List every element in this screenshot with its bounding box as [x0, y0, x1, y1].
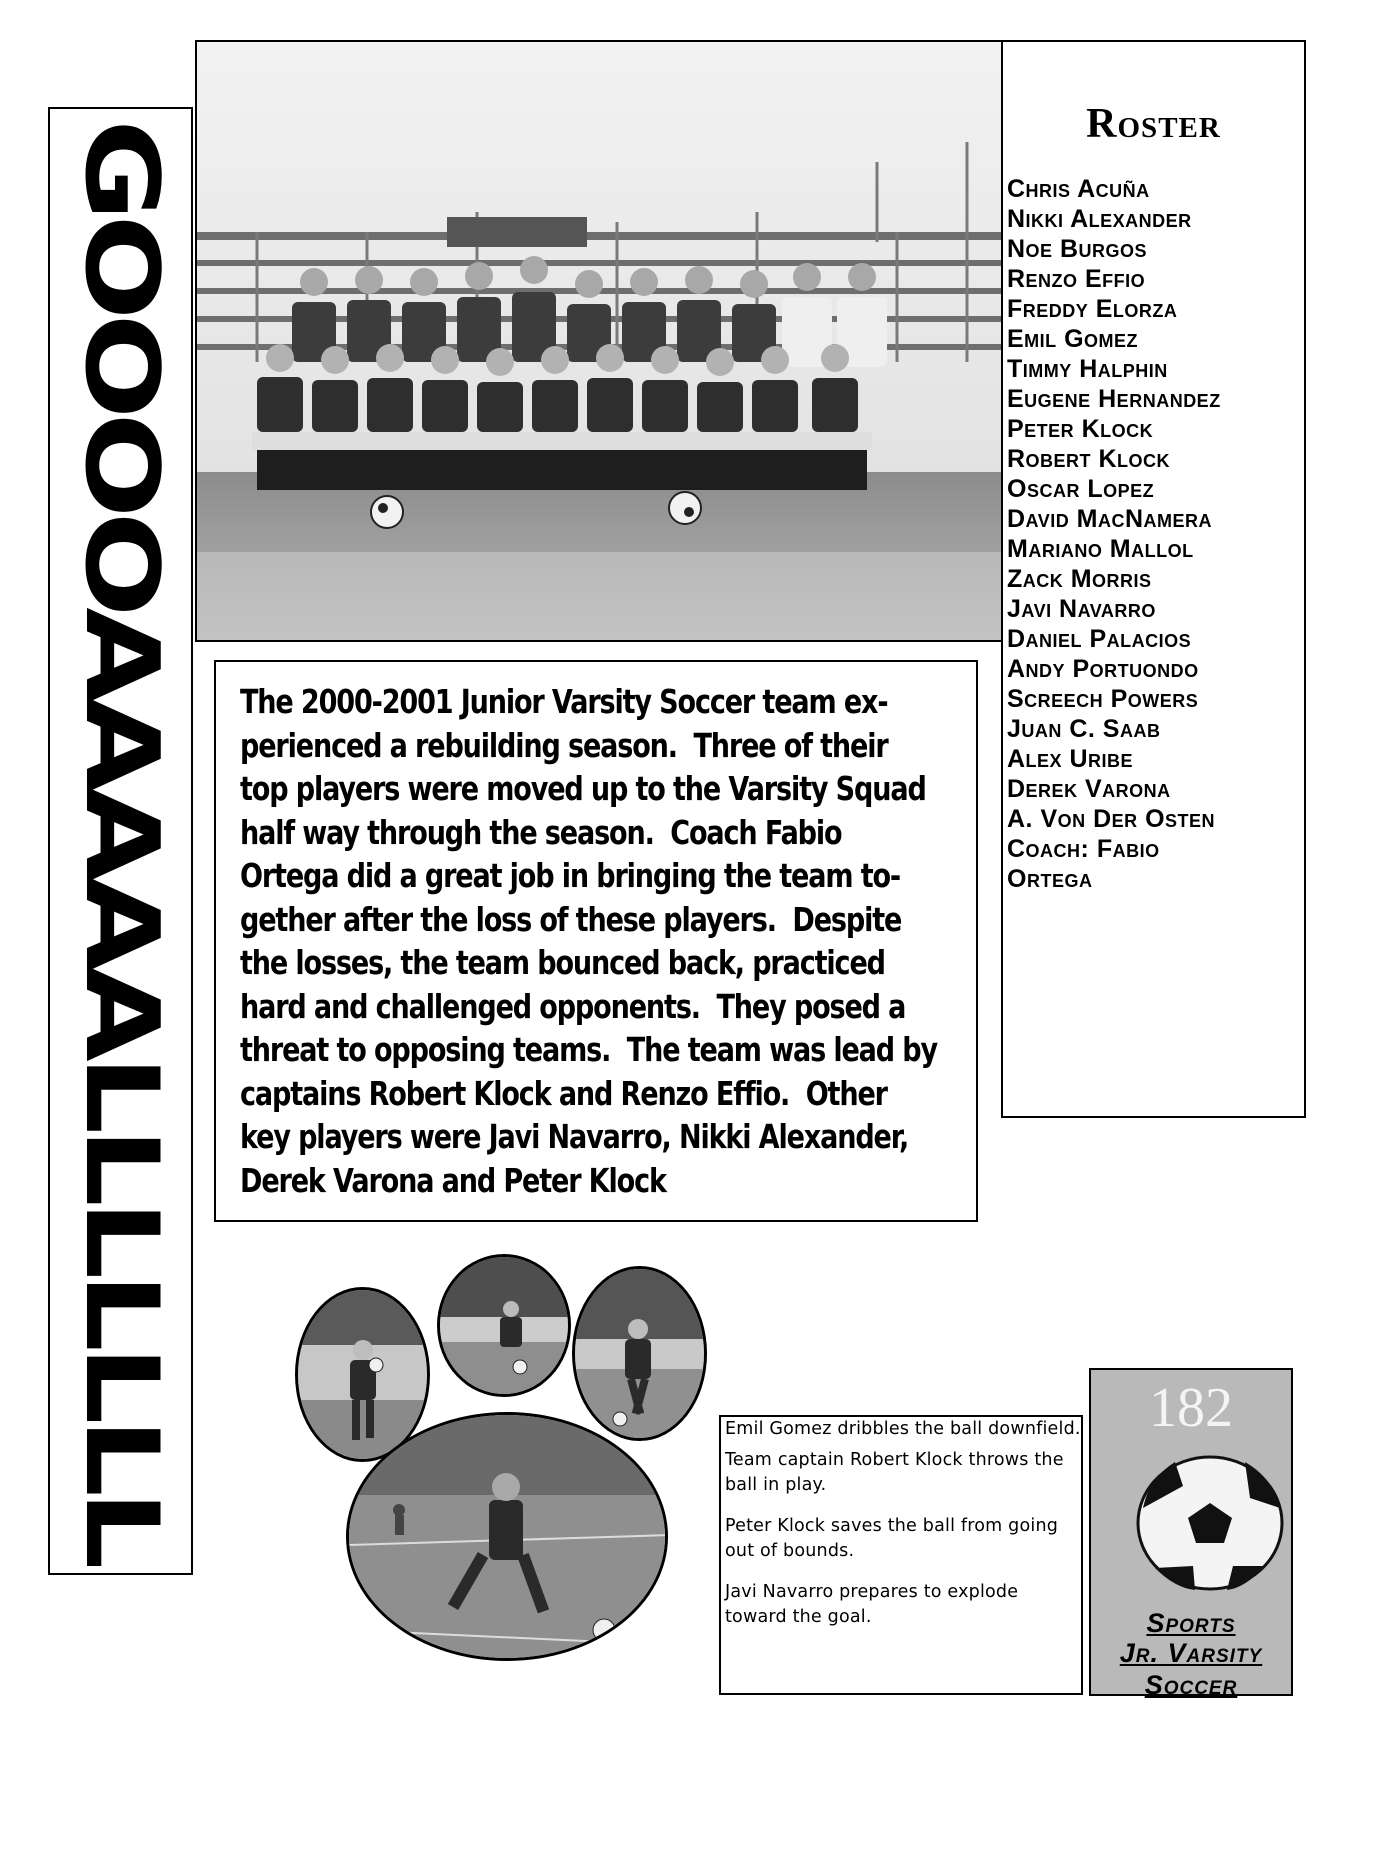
story-line: key players were Javi Navarro, Nikki Alexander,	[240, 1117, 909, 1156]
story-line: top players were moved up to the Varsity Squad	[240, 769, 926, 808]
roster-name: Noe Burgos	[1007, 235, 1148, 263]
story-line: captains Robert Klock and Renzo Effio. Other	[240, 1073, 887, 1113]
action-photo-4	[346, 1412, 668, 1661]
roster-name: Mariano Mallol	[1007, 535, 1194, 563]
banner-text: GOOOOAAAAALLLLLLL	[62, 119, 179, 1563]
section-label-sports: Sports	[1146, 1608, 1236, 1638]
roster-panel	[1001, 40, 1306, 1118]
roster-name: Oscar Lopez	[1007, 475, 1155, 503]
roster-name: Renzo Effio	[1007, 265, 1146, 293]
caption-3: Peter Klock saves the ball from going out of bounds.	[725, 1516, 1059, 1561]
story-line: Derek Varona and Peter Klock	[240, 1160, 666, 1200]
roster-name: Derek Varona	[1007, 775, 1171, 803]
story-box	[214, 660, 978, 1222]
action-photo-3	[572, 1266, 707, 1441]
roster-name: Emil Gomez	[1007, 325, 1139, 353]
roster-list	[1007, 174, 1221, 894]
section-badge	[1089, 1368, 1293, 1700]
story-line: gether after the loss of these players. Despite	[240, 899, 902, 939]
roster-name: Eugene Hernandez	[1007, 385, 1221, 413]
section-label-soccer: Soccer	[1144, 1670, 1238, 1700]
story-line: the losses, the team bounced back, practiced	[240, 943, 885, 982]
roster-name: Nikki Alexander	[1007, 205, 1192, 233]
roster-name: Juan C. Saab	[1007, 715, 1161, 743]
team-photo	[195, 40, 1003, 642]
story-line: hard and challenged opponents. They posed a	[240, 986, 906, 1026]
roster-name: Chris Acuña	[1007, 175, 1150, 203]
story-line: half way through the season. Coach Fabio	[240, 812, 842, 852]
story-line: The 2000-2001 Junior Varsity Soccer team ex-	[240, 682, 888, 721]
page-number: 182	[1149, 1377, 1233, 1439]
roster-name: Zack Morris	[1007, 565, 1152, 593]
vertical-banner	[48, 107, 193, 1575]
roster-name: Alex Uribe	[1007, 745, 1134, 773]
story-text	[240, 680, 937, 1202]
roster-name: Ortega	[1007, 865, 1093, 893]
roster-name: Robert Klock	[1007, 445, 1171, 473]
roster-name: Freddy Elorza	[1007, 295, 1178, 323]
roster-title: Roster	[1086, 101, 1221, 147]
caption-box	[719, 1415, 1083, 1695]
roster-name: David MacNamera	[1007, 505, 1213, 533]
roster-name: Daniel Palacios	[1007, 625, 1192, 653]
action-photo-2	[437, 1254, 571, 1397]
roster-name: Timmy Halphin	[1007, 355, 1168, 383]
caption-1: Emil Gomez dribbles the ball downfield.	[725, 1419, 1081, 1439]
caption-4: Javi Navarro prepares to explode toward the goal.	[725, 1582, 1019, 1627]
roster-name: A. Von Der Osten	[1007, 805, 1216, 833]
roster-name: Andy Portuondo	[1007, 655, 1199, 683]
section-label-jr-varsity: Jr. Varsity	[1119, 1638, 1263, 1668]
roster-name: Coach: Fabio	[1007, 835, 1160, 863]
story-line: perienced a rebuilding season. Three of their	[240, 725, 888, 765]
roster-name: Peter Klock	[1007, 415, 1154, 443]
roster-name: Javi Navarro	[1007, 595, 1156, 623]
story-line: Ortega did a great job in bringing the team to-	[240, 856, 901, 895]
caption-2: Team captain Robert Klock throws the ball in play.	[725, 1450, 1064, 1495]
soccer-ball-icon	[1135, 1448, 1285, 1598]
roster-name: Screech Powers	[1007, 685, 1199, 713]
story-line: threat to opposing teams. The team was lead by	[240, 1030, 937, 1069]
team-photo-image	[197, 42, 1003, 642]
